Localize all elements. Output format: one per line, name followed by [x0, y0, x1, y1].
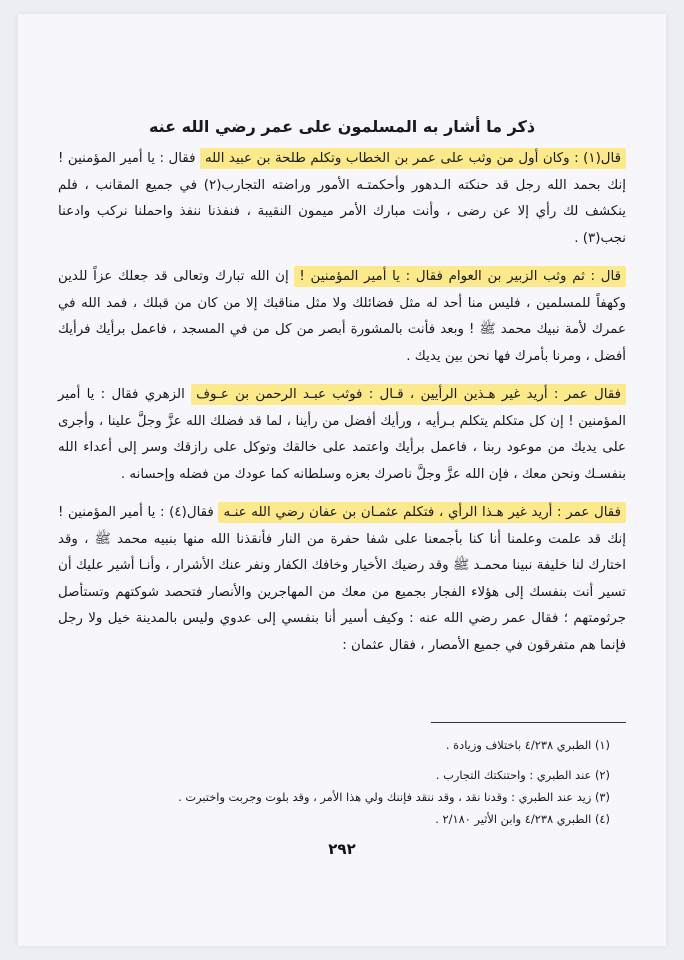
paragraph-text: الزهري فقال : يا أمير المؤمنين ! إن كل متكلم يتكلم بـرأيه ، ورأيك أفضل من رأينا ، لما قد فضلك الله عزَّ وجلَّ علينا ، وأجرى على يديك من موعود ربنا ، فاعمل برأيك واعتمد على خالقك وتوكل على رازقك وسر إلى أعداء الله بنفسـك ونحن معك ، فإن الله عزَّ وجلَّ ناصرك بعزه وسلطانه كما عودك من فضله وإحسانه .: [58, 387, 626, 482]
paragraph-zubayr: [58, 264, 626, 370]
page-body: [58, 114, 626, 671]
paragraph-uthman: [58, 500, 626, 659]
book-page: [18, 14, 666, 946]
highlighted-text: فقال عمر : أريد غير هـذا الرأي ، فتكلم عثمـان بن عفان رضي الله عنـه: [218, 502, 626, 523]
highlighted-text: فقال عمر : أريد غير هـذين الرأيين ، قـال : فوثب عبـد الرحمن بن عـوف: [191, 384, 626, 405]
page-number: ٢٩٢: [328, 840, 356, 858]
footnote-4: (٤) الطبري ٤/٢٣٨ وابن الأثير ٢/١٨٠ .: [435, 812, 610, 826]
footnote-divider: [431, 722, 626, 723]
highlighted-text: قال : ثم وثب الزبير بن العوام فقال : يا أمير المؤمنين !: [294, 266, 626, 287]
footnote-3: (٣) زيد عند الطبري : وقدنا نقد ، وقد ننقد فإننك ولي هذا الأمر ، وقد بلوت وجربت واختبرت .: [178, 790, 610, 804]
paragraph-text: فقال(٤) : يا أمير المؤمنين ! إنك قد علمت وعلمنا أنا كنا بأجمعنا على شفا حفرة من النار فأنقذنا الله منها بنبيه محمد ﷺ ، وقد اختارك لنا خليفة نبينا محمـد ﷺ وقد رضيك الأخيار وخافك الكفار ونفر عنك الأشرار ، وأنـا أشير عليك أن تسير أنت بنفسك إلى هؤلاء الفجار بجميع من معك من المهاجرين والأنصار فتحصد شوكتهم وتستأصل جرثومتهم ؛ فقال عمر رضي الله عنه : وكيف أسير أنا بنفسي إلى عدوي وليس بالمدينة خيل ولا رجل فإنما هم متفرقون في جميع الأمصار ، فقال عثمان :: [58, 505, 626, 653]
paragraph-text: فقال : يا أمير المؤمنين ! إنك بحمد الله رجل قد حنكته الـدهور وأحكمتـه الأمور وراضته التجارب(٢) في جميع المقانب ، فلم ينكشف لك رأي إلا عن رضى ، وأنت مبارك الأمر ميمون النقيبة ، فنفذنا ننفذ واحملنا نركب وادعنا نجب(٣) .: [58, 151, 626, 246]
footnote-2: (٢) عند الطبري : واحتنكتك التجارب .: [435, 768, 610, 782]
footnotes: [74, 734, 610, 830]
paragraph-abdulrahman: [58, 382, 626, 488]
paragraph-talha: [58, 146, 626, 252]
highlighted-text: قال(١) : وكان أول من وثب على عمر بن الخطاب وتكلم طلحة بن عبيد الله: [200, 148, 626, 169]
page-title: ذكر ما أشار به المسلمون على عمر رضي الله عنه: [148, 117, 536, 136]
footnote-1: (١) الطبري ٤/٢٣٨ باختلاف وزيادة .: [445, 738, 610, 752]
paragraph-text: إن الله تبارك وتعالى قد جعلك عزاً للدين وكهفاً للمسلمين ، فليس منا أحد له مثل فضائلك ولا مثل مناقبك إلا من كان من قبلك ، فمد الله في عمرك لأمة نبيك محمد ﷺ ! وبعد فأنت بالمشورة أبصر من كل من في المسجد ، فاعمل برأيك فرأيك أفضل ، ومرنا بأمرك فها نحن بين يديك .: [58, 269, 626, 364]
